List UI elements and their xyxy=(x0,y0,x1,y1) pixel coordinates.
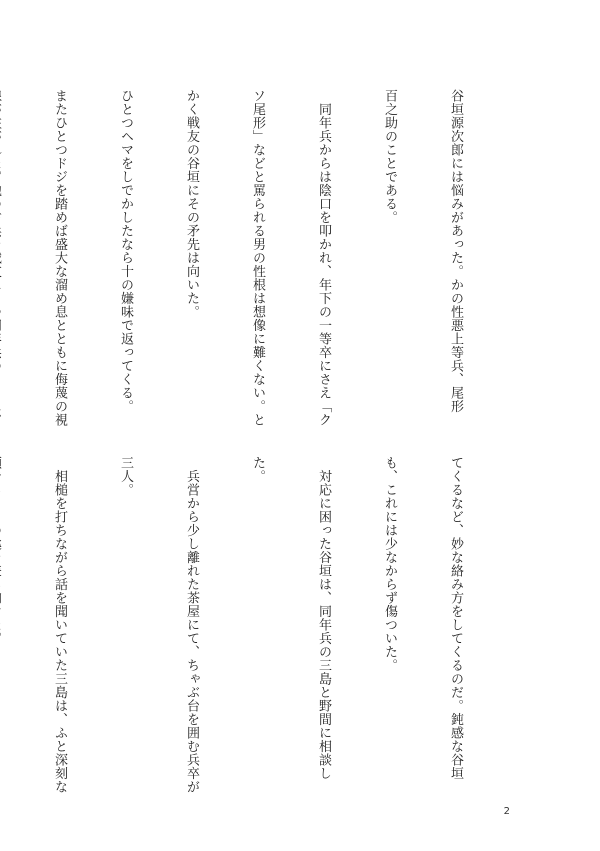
text-line: 百之助のことである。 xyxy=(382,89,397,224)
text-line: 谷垣源次郎には悩みがあった。かの性悪上等兵、尾形 xyxy=(448,89,463,413)
text-line: た。 xyxy=(250,456,265,483)
text-line: ソ尾形」などと罵られる男の性根は想像に難くない。と xyxy=(250,89,265,427)
text-line: ひとつヘマをしでかしたなら十の嫌味で返ってくる。 xyxy=(118,89,133,413)
text-line: またひとつドジを踏めば盛大な溜め息とともに侮蔑の視 xyxy=(52,89,67,427)
text-line: 同年兵からは陰口を叩かれ、年下の一等卒にさえ「ク xyxy=(316,89,331,427)
text-line: 三人。 xyxy=(118,456,133,497)
text-block-bottom xyxy=(52,456,510,794)
text-line: 兵営から少し離れた茶屋にて、ちゃぶ台を囲む兵卒が xyxy=(184,456,199,794)
text-line: てくるなど、妙な絡み方をしてくるのだ。鈍感な谷垣 xyxy=(448,456,463,780)
page-number: 2 xyxy=(503,806,510,817)
text-line: 相槌を打ちながら話を聞いていた三島は、ふと深刻な xyxy=(52,456,67,794)
text-line xyxy=(0,456,4,791)
text-line: かく戦友の谷垣にその矛先は向いた。 xyxy=(184,89,199,319)
text-line: 対応に困った谷垣は、同年兵の三島と野間に相談し xyxy=(316,456,331,780)
text-block-top xyxy=(52,89,510,427)
text-line xyxy=(0,89,4,424)
text-line: も、これには少なからず傷ついた。 xyxy=(382,456,397,672)
